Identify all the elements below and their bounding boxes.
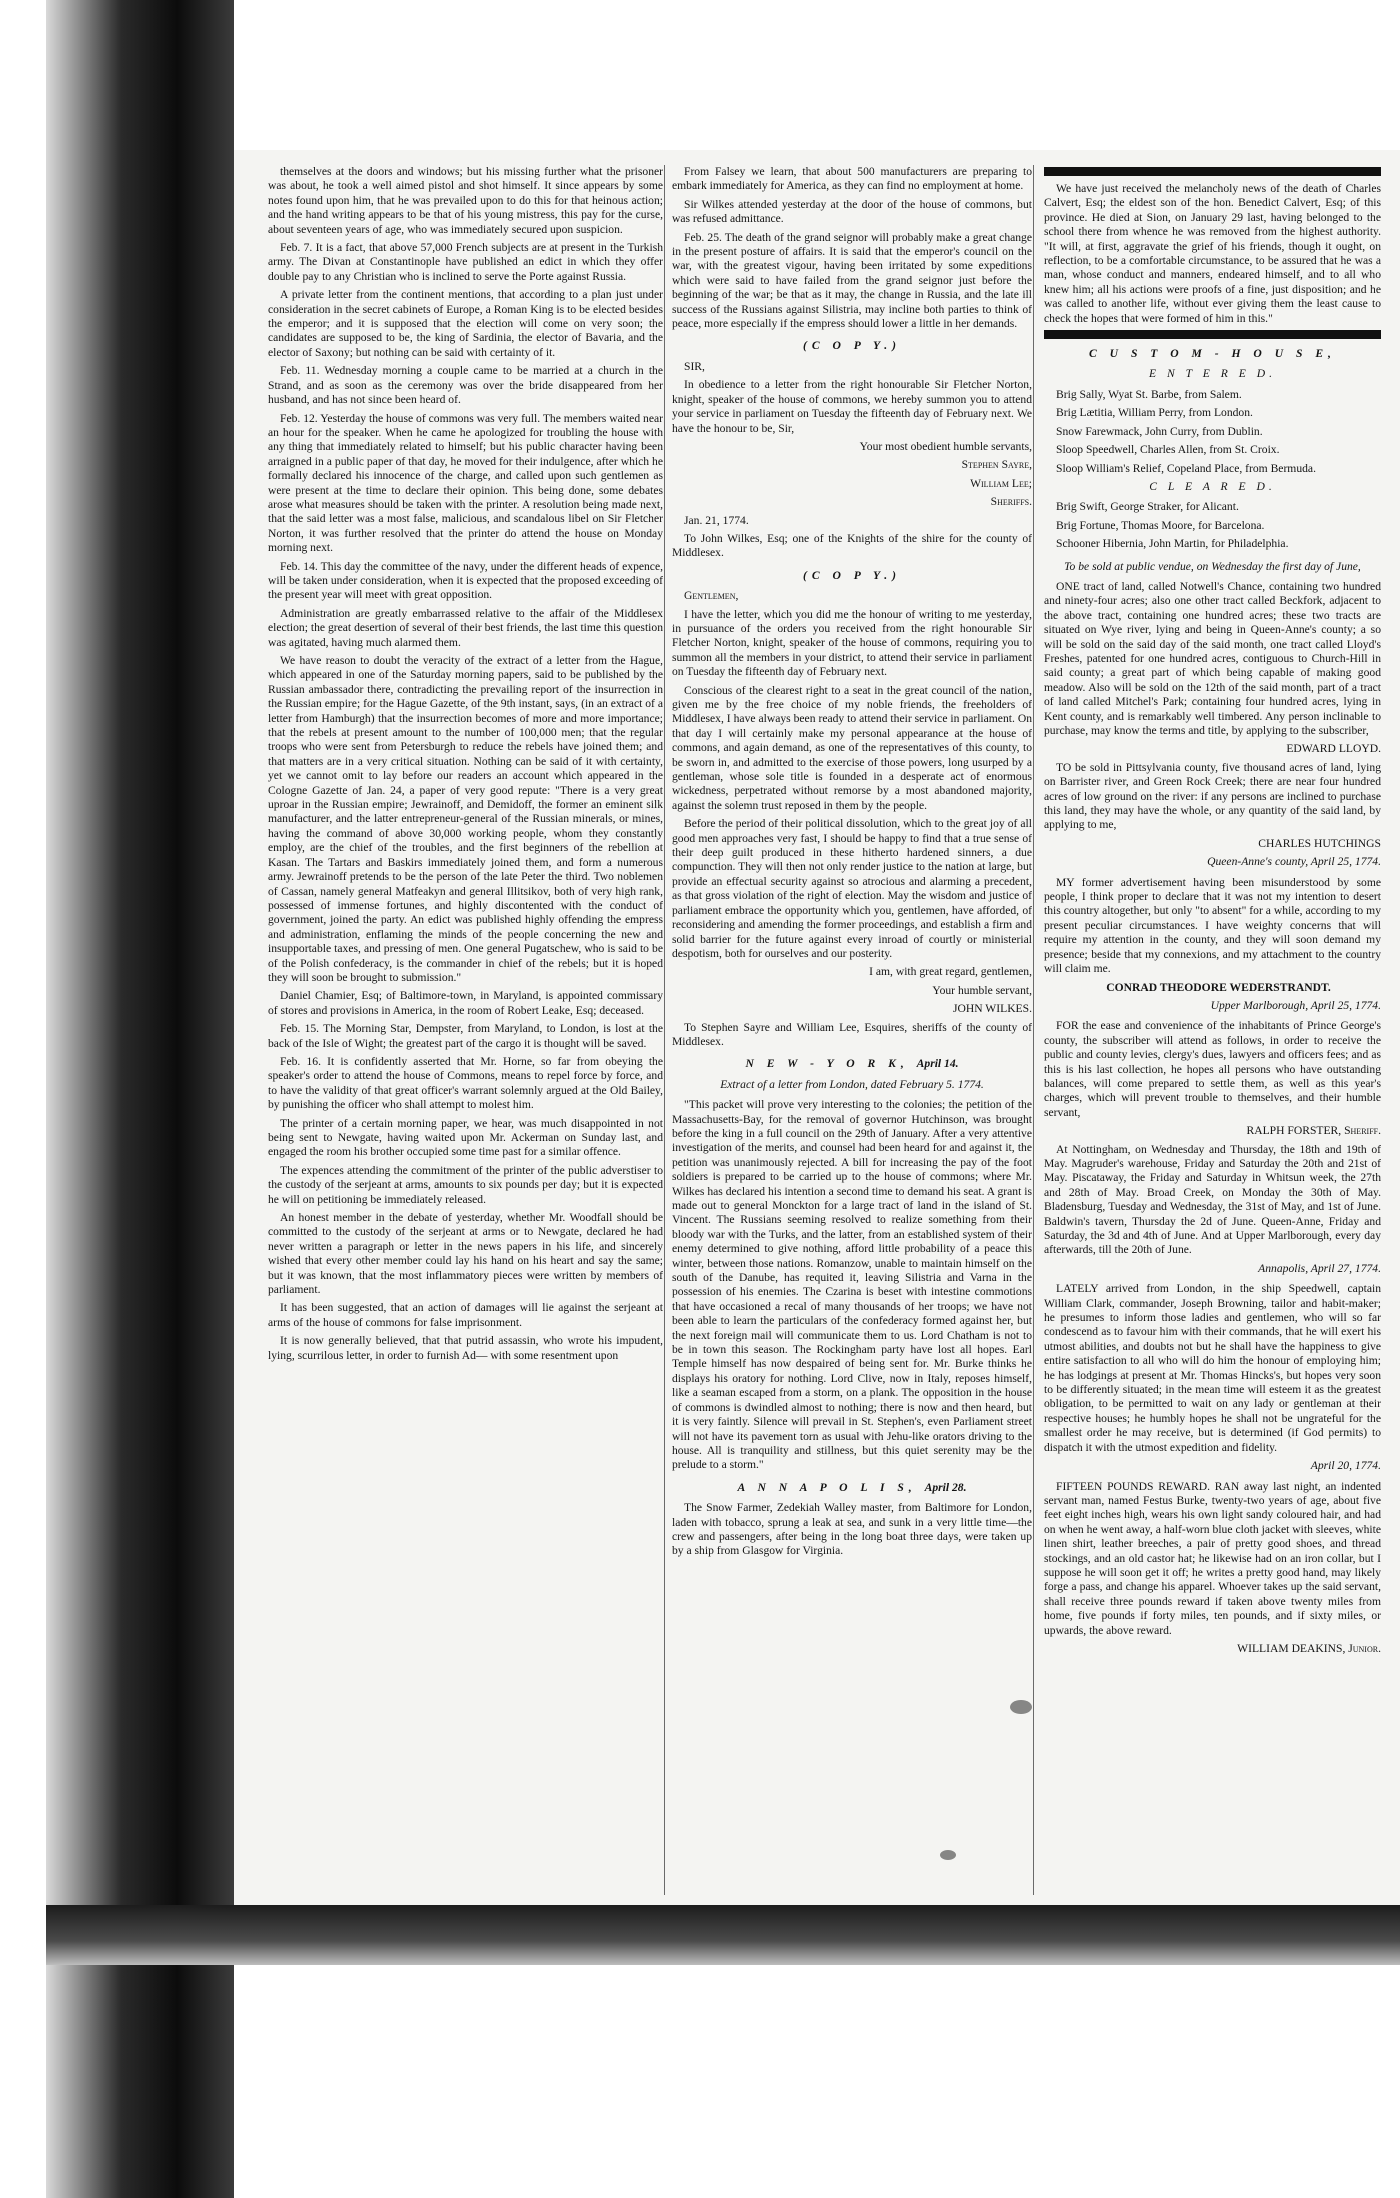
- advertisement: [1044, 560, 1381, 757]
- ad-signer: CHARLES HUTCHINGS: [1258, 836, 1381, 850]
- ad-signer: WILLIAM DEAKINS, Junior.: [1237, 1641, 1381, 1655]
- dateline-date: April 28.: [924, 1480, 967, 1494]
- letter-paragraph: Conscious of the clearest right to a seat in the great council of the nation, given me by the free choice of my noble friends, the freeholders of Middlesex, I have always been ready to attend their service in parliament. On that day I will certainly make my personal appearance at the house of commons, and again demand, as one of the representatives of this county, to be sworn in, and admitted to the exercise of those powers, long usurped by a gentleman, whose sole title is founded in a desperate act of enormous wickedness, perpetrated without remorse by a most abandoned majority, against the solemn trust reposed in them by the people.: [672, 683, 1032, 812]
- letter-address: To Stephen Sayre and William Lee, Esquires, sheriffs of the county of Middlesex.: [672, 1020, 1032, 1048]
- advertisement: [1044, 1459, 1381, 1656]
- mourning-border: [1044, 330, 1381, 339]
- column-middle: [662, 165, 1032, 1895]
- ad-body: At Nottingham, on Wednesday and Thursday, the 18th and 19th of May. Magruder's warehouse, Friday and Saturday the 20th and 21st of May. Piscataway, the Friday and Saturday in Whitsun week, the 27th and 28th of May. Broad Creek, on Monday the 30th of May. Bladensburg, Tuesday and Wednesday, the 31st of May, and 1st of June. Baldwin's tavern, Thursday the 2d of June. Queen-Anne, Friday and Saturday, the 3d and 4th of June. And at Upper Marlborough, every day afterwards, till the 20th of June.: [1044, 1142, 1381, 1257]
- article-paragraph: It has been suggested, that an action of damages will lie against the serjeant at arms of the house of commons for false imprisonment.: [268, 1301, 663, 1329]
- ad-signer: EDWARD LLOYD.: [1286, 742, 1381, 756]
- article-paragraph: Feb. 15. The Morning Star, Dempster, from Maryland, to London, is lost at the back of the Isle of Wight; the greatest part of the cargo it is thought will be saved.: [268, 1022, 663, 1050]
- mourning-border: [1044, 167, 1381, 176]
- column-rule: [1033, 165, 1034, 1895]
- book-binding: [46, 0, 234, 2198]
- signer-office: Sheriffs.: [990, 495, 1032, 509]
- article-paragraph: Administration are greatly embarrassed relative to the affair of the Middlesex election; the great desertion of several of their best friends, the last time this question was agitated, having much alarmed them.: [268, 606, 663, 649]
- ad-body: ONE tract of land, called Notwell's Chance, containing two hundred and ninety-four acres; also one other tract called Beckfork, adjacent to the above tract, containing one hundred acres; these two tracts are situated on Wye river, lying and being in Queen-Anne's county; a so will be sold on the said day of the said month, one tract called Lloyd's Freshes, patented for one hundred acres, contiguous to Church-Hill in said county; a great part of which being capable of making good meadow. Also will be sold on the 12th of the said month, part of a tract of land called Mitchel's Park; containing four hundred acres, lying in Kent county, and is remarkably well timbered. Any person inclinable to purchase, may know the terms and title, by applying to the subscriber,: [1044, 579, 1381, 737]
- ship-entry: Brig Fortune, Thomas Moore, for Barcelona.: [1056, 518, 1265, 532]
- dateline-date: April 14.: [916, 1057, 959, 1071]
- ship-entry: Schooner Hibernia, John Martin, for Philadelphia.: [1056, 537, 1289, 551]
- ship-entry: Brig Sally, Wyat St. Barbe, from Salem.: [1056, 387, 1242, 401]
- article-paragraph: themselves at the doors and windows; but his missing further what the prisoner was about, he took a well aimed pistol and shot himself. It since appears by some notes found upon him, that he was prevailed upon to do this for that heinous action; and the hand writing appears to be that of his young mistress, this pay for the curse, about seventeen years of age, who was immediately secured upon suspicion.: [268, 165, 663, 236]
- letter-closing: Your humble servant,: [932, 983, 1032, 997]
- extract-title: Extract of a letter from London, dated February 5. 1774.: [720, 1077, 984, 1091]
- article-paragraph: We have reason to doubt the veracity of the extract of a letter from the Hague, which appeared in one of the Saturday morning papers, said to be published by the Russian ambassador there, contradicting the prevailing report of the insurrection in the Russian empire; for the Hague Gazette, of the 9th instant, says, (in an extract of a letter from Hamburgh) that the insurrection becomes of more and more importance; that the rebels at present amount to the number of 100,000 men; that the regular troops who were sent from Petersburgh to reduce the rebels have joined them; and that matters are in a very critical situation. Nothing can be said of it with certainty, yet we cannot omit to lay before our readers an account which appeared in the Cologne Gazette of Jan. 24, a paper of very good repute: "There is a very great uproar in the Russian empire; Jewrainoff, and Demidoff, the former an eminent silk manufacturer, and the latter entrepreneur-general of the Russian minerals, or mines, having the command of above 30,000 working people, whom they constantly employ, are the chief of the troubles, and the first beginners of the rebellion at Kasan. The Tartars and Baskirs immediately joined them, and form a numerous army. Jewrainoff pretends to be the person of the late Peter the third. Two noblemen of Cassan, namely general Matfeakyn and general Illitsikov, both of very high rank, possessed of immense fortunes, and highly discontented with the conduct of government, joined the party. An edict was published highly offending the empress and administration, enflaming the minds of the people concerning the new and insupportable taxes, and pressing of men. One general Pugatschew, who is said to be of the Polish confederacy, is the commander in chief of the rebels; but it is hoped they will soon be brought to submission.": [268, 654, 663, 984]
- article-paragraph: It is now generally believed, that that putrid assassin, who wrote his impudent, lying, scurrilous letter, in order to furnish Ad— with some resentment upon: [268, 1334, 663, 1362]
- dateline-heading: [672, 1057, 1032, 1071]
- dateline-place: A N N A P O L I S,: [737, 1480, 917, 1494]
- article-paragraph: Daniel Chamier, Esq; of Baltimore-town, in Maryland, is appointed commissary of stores and provisions in America, in the room of Robert Leake, Esq; deceased.: [268, 989, 663, 1017]
- article-paragraph: Feb. 7. It is a fact, that above 57,000 French subjects are at present in the Turkish army. The Divan at Constantinople have published an edict in which they offer double pay to any Christian who is inclined to serve the Porte against Russia.: [268, 241, 663, 283]
- article-paragraph: The Snow Farmer, Zedekiah Walley master, from Baltimore for London, laden with tobacco, sprung a leak at sea, and sunk in a very little time—the crew and passengers, after being in the long boat three days, were taken up by a ship from Glasgow for Virginia.: [672, 1501, 1032, 1558]
- dateline-place: N E W - Y O R K,: [745, 1057, 909, 1071]
- scan-margin: [0, 0, 46, 2198]
- article-paragraph: Feb. 12. Yesterday the house of commons was very full. The members waited near an hour for the speaker. When he came he apologized for troubling the house with any thing that immediately related to himself; but his public character having been arraigned in a public paper of that day, he moved for their indulgence, after which he formally declared his innocence of the charge, and called upon such gentlemen as were present at the time to declare their opinion. This being done, some debates arose what measures should be taken with the printer. A resolution being made next, that the said letter was a most false, malicious, and scandalous libel on Sir Fletcher Norton, it was further resolved that the printer do attend the house on Monday morning next.: [268, 411, 663, 555]
- letter-closing: Your most obedient humble servants,: [859, 439, 1032, 453]
- article-paragraph: Feb. 25. The death of the grand seignor will probably make a great change in the present posture of affairs. It is said that the emperor's council on the war, with the greatest vigour, having been irritated by some expeditions which were said to have failed from the grand seignor just before the beginning of the war; be that as it may, the change in Russia, and the late ill success of the Russians against Silistria, may incline both parties to think of peace, more especially if the empress should lower a little in her demands.: [672, 230, 1032, 331]
- letter-closing: I am, with great regard, gentlemen,: [869, 965, 1032, 979]
- page-bottom-shadow: [46, 1905, 1400, 1965]
- article-paragraph: The expences attending the commitment of the printer of the public adverstiser to the custody of the serjeant at arms, amounts to six pounds per day; but it is expected he will on petitioning be immediately released.: [268, 1163, 663, 1206]
- ink-blot: [1010, 1700, 1032, 1714]
- ad-body: MY former advertisement having been misunderstood by some people, I think proper to declare that it was not my intention to desert this country altogether, but only "to absent" for a while, according to my present peculiar circumstances. I have weighty concerns that will require my attention in the county, and they will soon demand my presence; beside that my connexions, and my attachment to the country will claim me.: [1044, 875, 1381, 976]
- ad-body: TO be sold in Pittsylvania county, five thousand acres of land, lying on Barrister river, and Green Rock Creek; there are near four hundred acres of low ground on the river: if any persons are inclined to purchase this land, they may have the whole, or any quantity of the said land, by applying to me,: [1044, 760, 1381, 832]
- article-paragraph: An honest member in the debate of yesterday, whether Mr. Woodfall should be committed to the custody of the serjeant at arms or to Newgate, declared he had never written a paragraph or letter in the news papers in his life, and sincerely wished that every other member could lay his hand on his heart and say the same; but it was known, that the most inflammatory pieces were written by members of parliament.: [268, 1211, 663, 1297]
- ad-body: LATELY arrived from London, in the ship Speedwell, captain William Clark, commander, Joseph Browning, tailor and habit-maker; he presumes to inform those ladies and gentlemen, who will so far condescend as to favour him with their commands, that he will exert his utmost abilities, and doubts not but he shall have the happiness to give entire satisfaction to all who will do him the honour of employing him; he has lodgings at present at Mr. Thomas Hincks's, but hopes very soon to be differently situated; in the mean time will esteem it as the greatest obligation, to be permitted to wait on any lady or gentleman at their respective houses; he humbly hopes he shall not be ungrateful for the smallest order he may receive, but is determined (if God permits) to dispatch it with the utmost expedition and fidelity.: [1044, 1282, 1381, 1454]
- advertisement: [1044, 761, 1381, 851]
- ad-lead: Annapolis, April 27, 1774.: [1258, 1261, 1381, 1275]
- signer: William Lee;: [970, 476, 1032, 490]
- column-right: [1036, 165, 1381, 1895]
- ad-lead: To be sold at public vendue, on Wednesday the first day of June,: [1064, 559, 1361, 573]
- death-notice: We have just received the melancholy news of the death of Charles Calvert, Esq; the eldest son of the hon. Benedict Calvert, Esq; of this province. He died at Sion, on January 29 last, having belonged to the school there from whence he was removed from the highest authority. "It will, at first, aggravate the grief of his friends, though it ought, on reflection, to be a comfortable circumstance, to be assured that he was a man, whose conduct and manners, endeared himself, and to all who knew him; all his actions were proofs of a fine, just disposition; and he was called to another life, without ever giving them the least cause to check the hopes that were formed of him in this.": [1044, 182, 1381, 325]
- salutation: SIR,: [684, 359, 705, 373]
- ship-entry: Brig Swift, George Straker, for Alicant.: [1056, 500, 1239, 514]
- letter-paragraph: Before the period of their political dissolution, which to the great joy of all good men approaches very fast, I should be happy to find that a true sense of their deep guilt produced in these hitherto hardened sinners, a due compunction. They will then not only render justice to the nation at large, but provide an effectual security against so atrocious and alarming a precedent, as that gross violation of the right of election. May the wisdom and justice of parliament embrace the opportunity which you, gentlemen, have afforded, of reconsidering and amending the former proceedings, and establish a firm and solid barrier for the future against every inroad of courtly or ministerial despotism, both for ourselves and our posterity.: [672, 817, 1032, 960]
- advertisement: [1044, 1262, 1381, 1455]
- ad-lead: Upper Marlborough, April 25, 1774.: [1210, 998, 1381, 1012]
- article-paragraph: Feb. 11. Wednesday morning a couple came to be married at a church in the Strand, and as soon as the ceremony was over the bride disappeared from her husband, and has not since been heard of.: [268, 364, 663, 407]
- advertisement: [1044, 1143, 1381, 1258]
- ad-signer: RALPH FORSTER, Sheriff.: [1246, 1124, 1381, 1138]
- ship-entry: Sloop William's Relief, Copeland Place, from Bermuda.: [1056, 461, 1316, 475]
- signer: Stephen Sayre,: [961, 458, 1032, 472]
- article-paragraph: The printer of a certain morning paper, we hear, was much disappointed in not being sent to Newgate, having waited upon Mr. Ackerman on Sunday last, and engaged the room his brother occupied some time past for a similar offence.: [268, 1116, 663, 1159]
- copy-heading: (C O P Y.): [802, 339, 902, 353]
- article-paragraph: Feb. 16. It is confidently asserted that Mr. Horne, so far from obeying the speaker's order to attend the house of Commons, means to repel force by force, and to have the validity of that great officer's warrant solemnly argued at the Old Bailey, by punishing the officer who shall attempt to molest him.: [268, 1054, 663, 1112]
- article-paragraph: Feb. 14. This day the committee of the navy, under the different heads of expence, will be taken under consideration, when it is expected that the proposed exceeding of the present year will meet with great opposition.: [268, 559, 663, 602]
- advertisement: [1044, 999, 1381, 1139]
- ad-body: FOR the ease and convenience of the inhabitants of Prince George's county, the subscriber will attend as follows, in order to receive the public and county levies, clergy's dues, lawyers and officers fees; and as this is his last collection, he hopes all persons who have outstanding balances, will come prepared to settle them, as well as this year's charges, which will prevent trouble to themselves, and their humble servant,: [1044, 1019, 1381, 1119]
- ad-lead: Queen-Anne's county, April 25, 1774.: [1207, 855, 1381, 869]
- article-paragraph: Sir Wilkes attended yesterday at the door of the house of commons, but was refused admittance.: [672, 197, 1032, 226]
- ink-blot: [940, 1850, 956, 1860]
- entered-heading: E N T E R E D.: [1149, 367, 1276, 381]
- letter-date: Jan. 21, 1774.: [684, 513, 749, 527]
- letter-body: In obedience to a letter from the right honourable Sir Fletcher Norton, knight, speaker of the house of commons, we hereby summon you to attend your service in parliament on Tuesday the fifteenth day of February next. We have the honour to be, Sir,: [672, 378, 1032, 435]
- letter-paragraph: I have the letter, which you did me the honour of writing to me yesterday, in pursuance of the orders you received from the right honourable Sir Fletcher Norton, knight, speaker of the house of commons, requiring you to summon all the members in your district, to attend their service in parliament on Tuesday the fifteenth day of February next.: [672, 607, 1032, 679]
- ad-body: FIFTEEN POUNDS REWARD. RAN away last night, an indented servant man, named Festus Burke, twenty-two years of age, about five feet eight inches high, wears his own light sandy coloured hair, and had on when he went away, a half-worn blue cloth jacket with sleeves, white linen shirt, leather breeches, a pair of pretty good shoes, and thread stockings, and an old castor hat; he likewise had on an iron collar, but I suppose he will soon get it off; he writes a pretty good hand, may likely forge a pass, and change his apparel. Whoever takes up the said servant, shall receive three pounds reward if taken above twenty miles from home, five pounds if forty miles, ten pounds, and if sixty miles, or upwards, the above reward.: [1044, 1479, 1381, 1637]
- ship-entry: Sloop Speedwell, Charles Allen, from St. Croix.: [1056, 443, 1280, 457]
- article-paragraph: A private letter from the continent mentions, that according to a plan just under consideration in the secret cabinets of Europe, a Roman King is to be elected besides the emperor; and it is supposed that the election will come on very soon; the candidates are supposed to be, the king of Sardinia, the elector of Bavaria, and the elector of Saxony; but nothing can be said with certainty of it.: [268, 288, 663, 359]
- article-paragraph: "This packet will prove very interesting to the colonies; the petition of the Massachusetts-Bay, for the removal of governor Hutchinson, was brought before the king in a full council on the 29th of January. After a very attentive investigation of the merits, and counsel had been heard for and against it, the petition was unanimously rejected. A bill for increasing the pay of the foot soldiers is prepared to be carried up to the house of commons; where Mr. Wilkes has declared his intention a second time to demand his seat. A grant is made out to general Monckton for a large tract of land in the island of St. Vincent. The Russians seeming resolved to realize something from their bloody war with the Turks, and the latter, from an established system of their enemy determined to give nothing, afford little probability of a peace this winter, between those nations. Romanzow, unable to maintain himself on the south of the Danube, has requited it, leaving Silistria and Varna in the possession of his enemies. The Czarina is beset with intestine commotions that have occasioned a recal of many thousands of her troops; we have not been able to learn the particulars of the confederacy formed against her, but the next foreign mail will communicate them to us. Lord Chatham is not to be in town this season. The Rockingham party have lost all hopes. Earl Temple himself has now despaired of being sent for. Mr. Burke thinks he displays his oratory for nothing. Lord Clive, now in Italy, reposes himself, like a seaman escaped from a storm, on a plank. The opposition in the house of commons is dwindled almost to nothing; there is now and then heard, but it is very faintly. Silence will prevail in St. Stephen's, even Parliament street will not have its pavement torn as usual with Jehu-like orators driving to the house. All is tranquility and stillness, but this quiet serenity may be the prelude to a storm.": [672, 1098, 1032, 1472]
- ship-entry: Brig Lætitia, William Perry, from London.: [1056, 406, 1253, 420]
- signer: JOHN WILKES.: [952, 1002, 1032, 1016]
- custom-house-heading: C U S T O M - H O U S E,: [1089, 347, 1336, 361]
- copy-heading: (C O P Y.): [802, 568, 902, 582]
- advertisement: [1044, 855, 1381, 995]
- dateline-heading: [672, 1481, 1032, 1495]
- salutation: Gentlemen,: [684, 589, 739, 603]
- column-left: [268, 165, 663, 1895]
- ad-signer: CONRAD THEODORE WEDERSTRANDT.: [1106, 980, 1331, 994]
- ship-entry: Snow Farewmack, John Curry, from Dublin.: [1056, 424, 1263, 438]
- article-paragraph: From Falsey we learn, that about 500 manufacturers are preparing to embark immediately for America, as they can find no employment at home.: [672, 165, 1032, 193]
- letter-address: To John Wilkes, Esq; one of the Knights of the shire for the county of Middlesex.: [672, 531, 1032, 560]
- cleared-heading: C L E A R E D.: [1149, 479, 1276, 493]
- ad-lead: April 20, 1774.: [1310, 1459, 1381, 1473]
